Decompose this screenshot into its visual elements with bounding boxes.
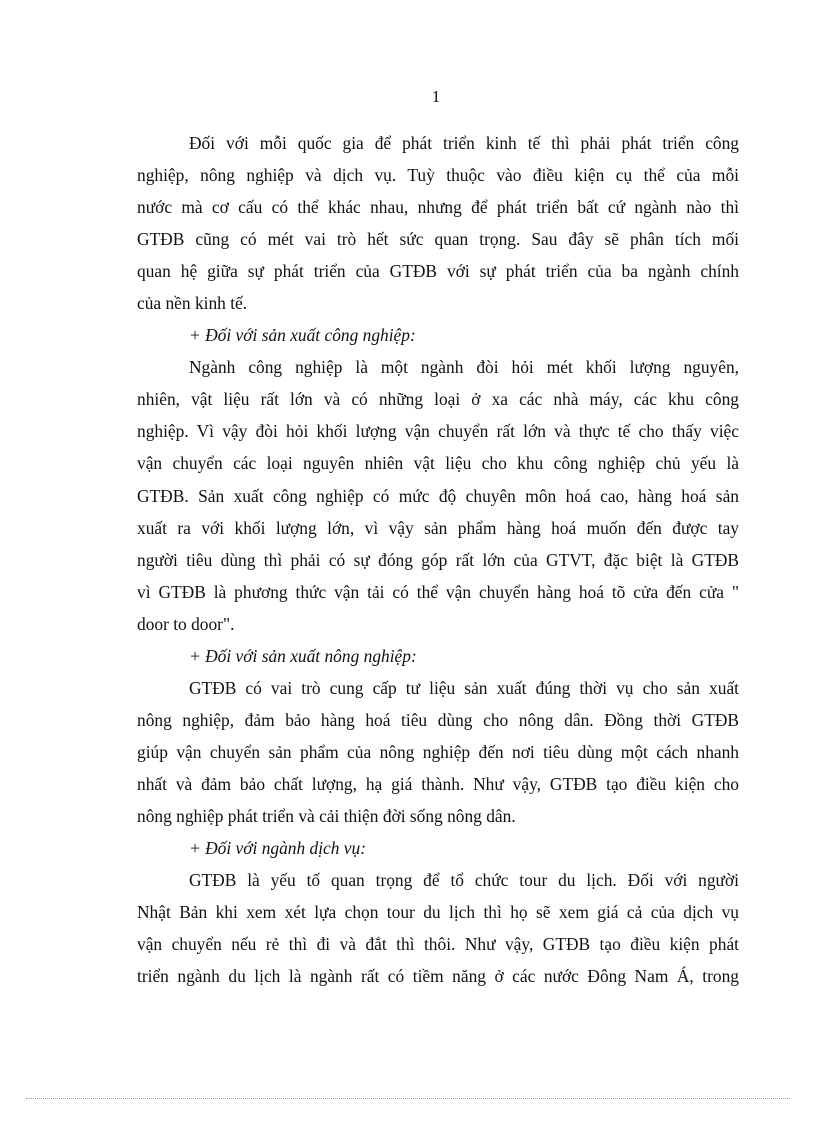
paragraph-line: nước mà cơ cấu có thể khác nhau, nhưng để phát triển bất cứ ngành nào thì	[137, 197, 739, 218]
paragraph-line: door to door".	[137, 613, 235, 634]
paragraph-line: nghiệp. Vì vậy đòi hỏi khối lượng vận chuyển rất lớn và thực tế cho thấy việc	[137, 421, 739, 442]
paragraph-line: triển ngành du lịch là ngành rất có tiềm năng ở các nước Đông Nam Á, trong	[137, 966, 739, 987]
paragraph-line: GTĐB cũng có mét vai trò hết sức quan trọng. Sau đây sẽ phân tích mối	[137, 229, 739, 250]
paragraph-line: nhiên, vật liệu rất lớn và có những loại ở xa các nhà máy, các khu công	[137, 389, 739, 410]
paragraph-line: nông nghiệp phát triển và cải thiện đời sống nông dân.	[137, 805, 516, 826]
paragraph-line: vì GTĐB là phương thức vận tải có thể vận chuyển hàng hoá tõ cửa đến cửa "	[137, 581, 739, 602]
paragraph-line: người tiêu dùng thì phải có sự đóng góp rất lớn của GTVT, đặc biệt là GTĐB	[137, 549, 739, 570]
paragraph-line: GTĐB là yếu tố quan trọng để tổ chức tour du lịch. Đối với người	[189, 870, 739, 891]
page-footer-divider	[26, 1098, 790, 1099]
paragraph-line: Nhật Bản khi xem xét lựa chọn tour du lịch thì họ sẽ xem giá cả của dịch vụ	[137, 902, 739, 923]
paragraph-line: vận chuyển nếu rẻ thì đi và đắt thì thôi. Như vậy, GTĐB tạo điều kiện phát	[137, 934, 739, 955]
section-heading-services: + Đối với ngành dịch vụ:	[189, 838, 367, 859]
section-heading-agriculture: + Đối với sản xuất nông nghiệp:	[189, 645, 417, 666]
paragraph-line: GTĐB có vai trò cung cấp tư liệu sản xuất đúng thời vụ cho sản xuất	[189, 677, 739, 698]
paragraph-line: nhất và đảm bảo chất lượng, hạ giá thành. Như vậy, GTĐB tạo điều kiện cho	[137, 773, 739, 794]
document-body	[137, 127, 739, 992]
paragraph-line: xuất ra với khối lượng lớn, vì vậy sản phẩm hàng hoá muốn đến được tay	[137, 517, 739, 538]
paragraph-line: giúp vận chuyển sản phẩm của nông nghiệp đến nơi tiêu dùng một cách nhanh	[137, 741, 739, 762]
paragraph-line: Đối với mỗi quốc gia để phát triển kinh tế thì phải phát triển công	[189, 133, 739, 153]
paragraph-line: quan hệ giữa sự phát triển của GTĐB với sự phát triển của ba ngành chính	[137, 261, 739, 282]
paragraph-line: vận chuyển các loại nguyên nhiên vật liệu cho khu công nghiệp chủ yếu là	[137, 453, 739, 474]
paragraph-line: của nền kinh tế.	[137, 293, 248, 314]
paragraph-line: nghiệp, nông nghiệp và dịch vụ. Tuỳ thuộc vào điều kiện cụ thể của mỗi	[137, 165, 739, 186]
paragraph-line: nông nghiệp, đảm bảo hàng hoá tiêu dùng cho nông dân. Đồng thời GTĐB	[137, 709, 739, 730]
section-heading-industry: + Đối với sản xuất công nghiệp:	[189, 325, 416, 346]
page-number: 1	[431, 87, 441, 106]
paragraph-line: GTĐB. Sản xuất công nghiệp có mức độ chuyên môn hoá cao, hàng hoá sản	[137, 485, 739, 506]
paragraph-line: Ngành công nghiệp là một ngành đòi hỏi mét khối lượng nguyên,	[189, 357, 739, 378]
